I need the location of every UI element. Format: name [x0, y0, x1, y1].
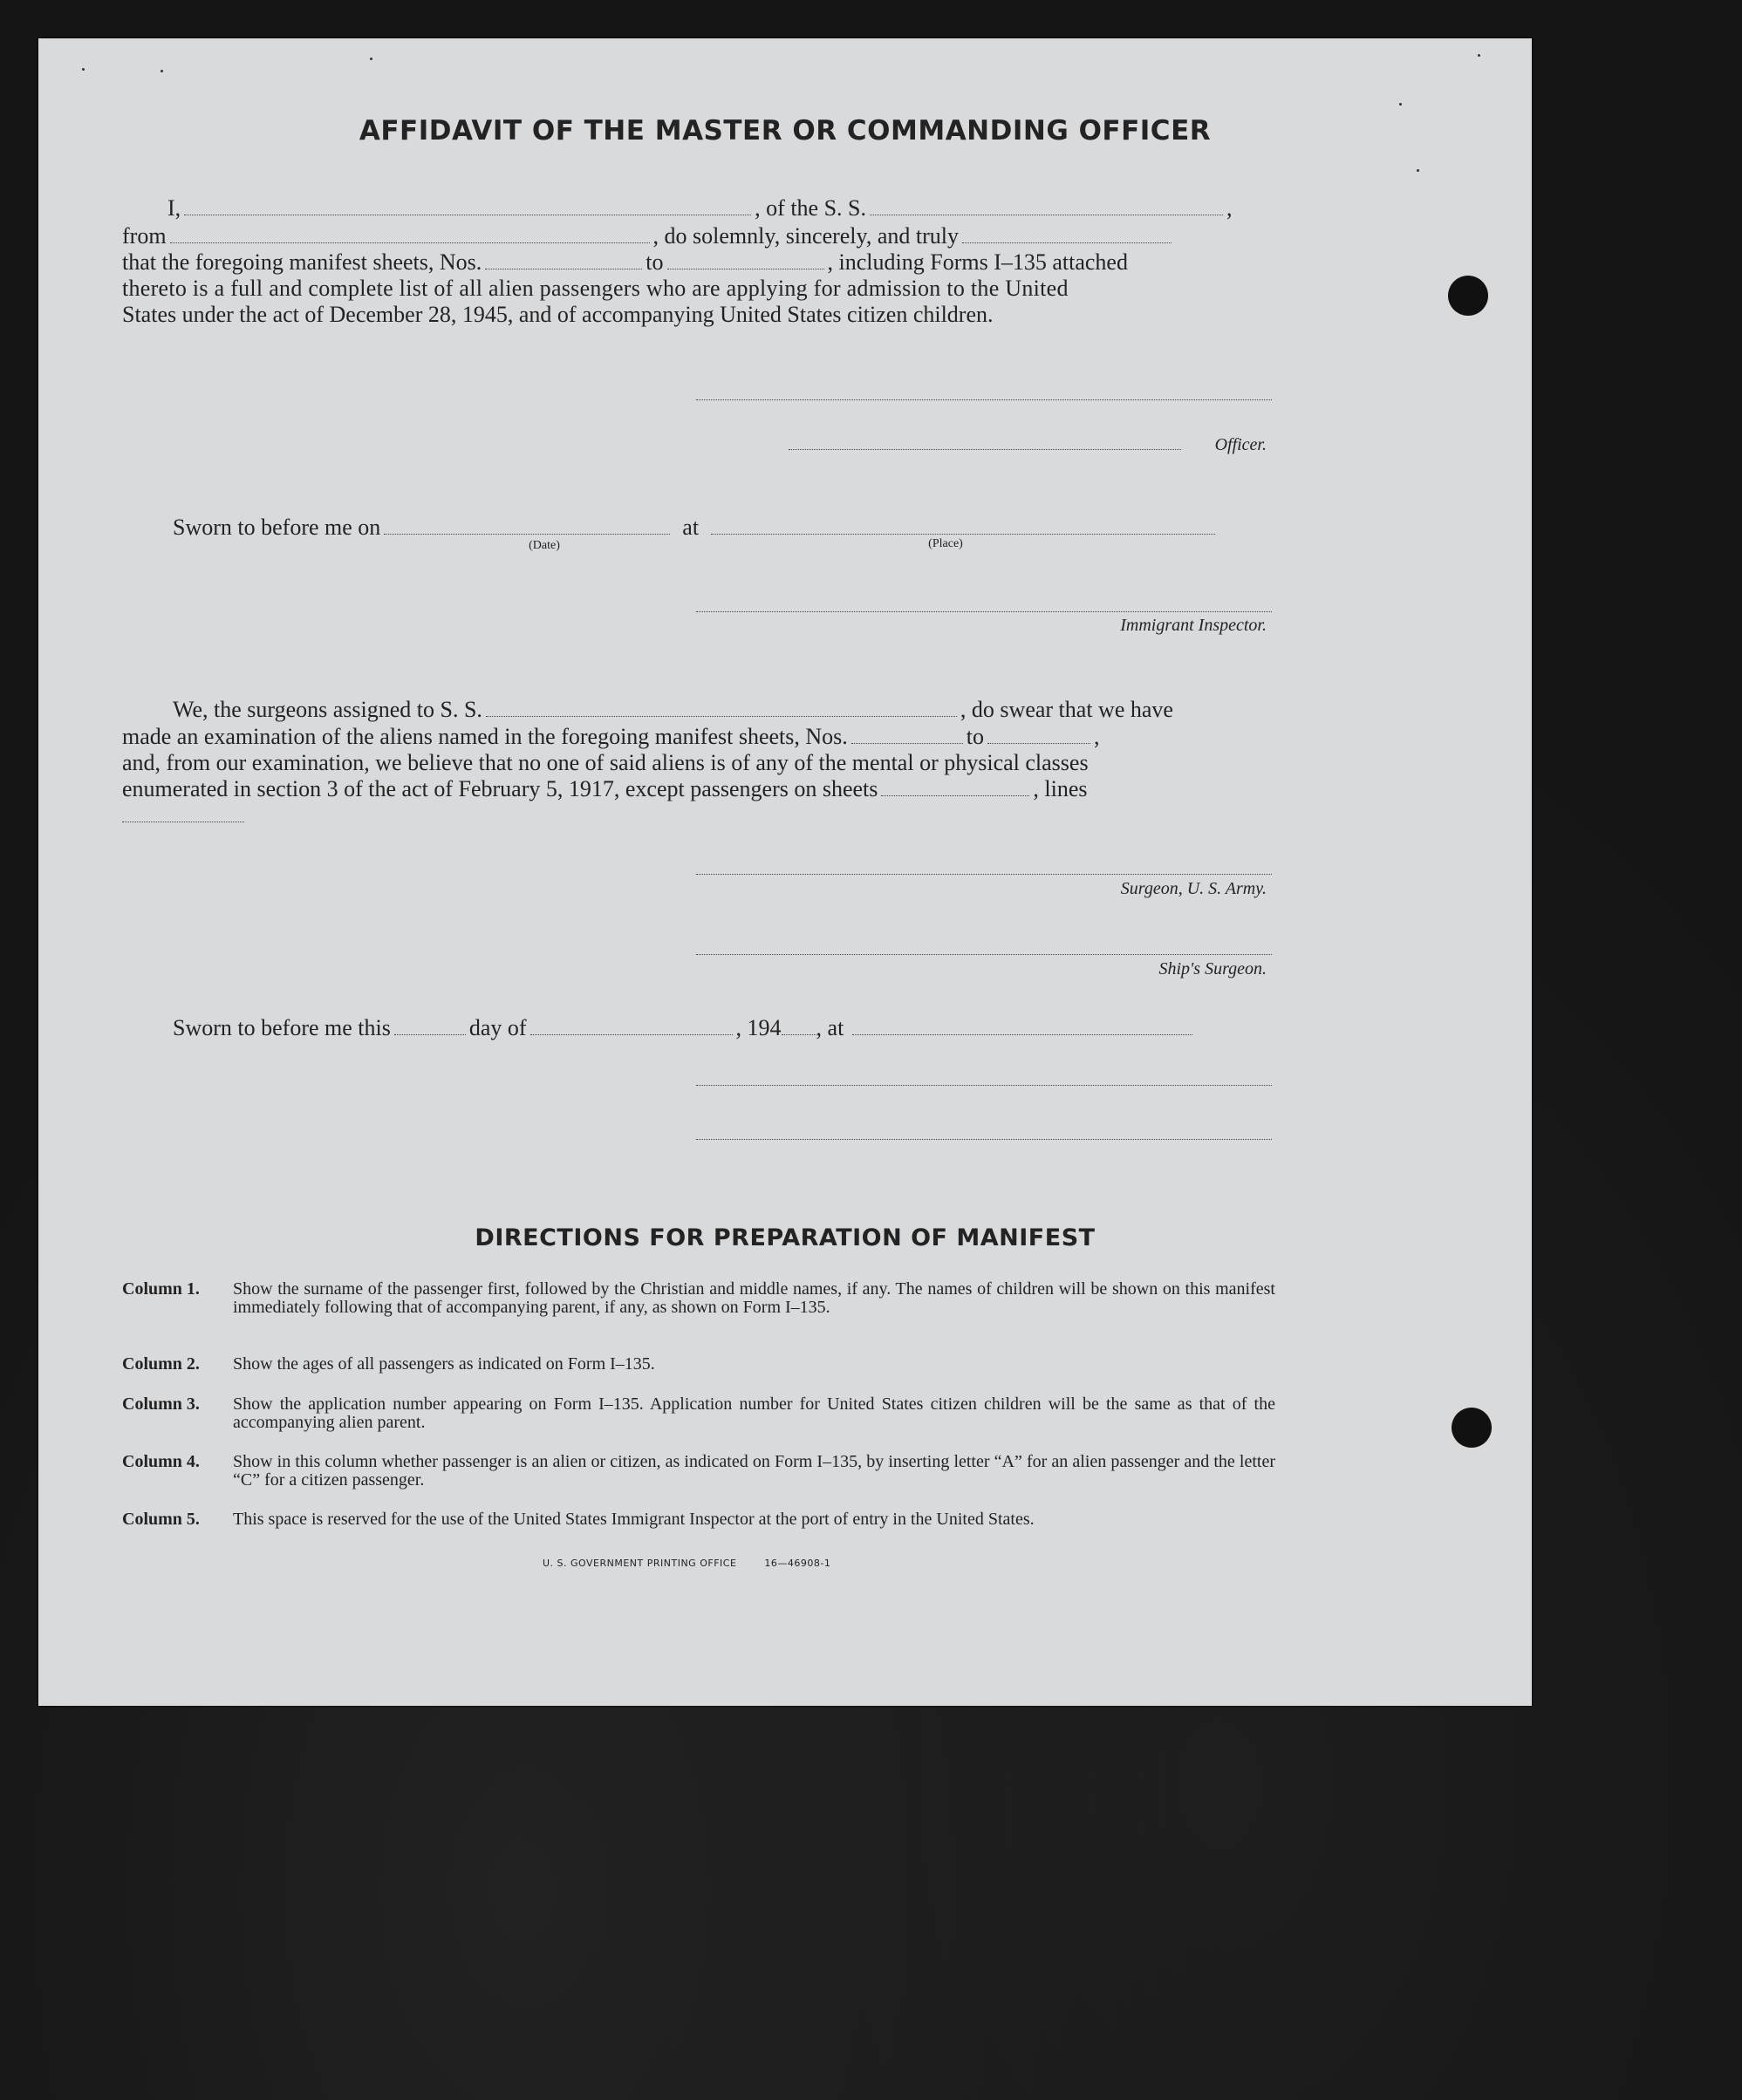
- direction-item: [122, 1280, 1275, 1341]
- document-page: [38, 38, 1532, 1706]
- punch-hole-top: [1448, 276, 1488, 316]
- direction-column-label: Column 1.: [122, 1279, 200, 1299]
- surgeon-army-label: Surgeon, U. S. Army.: [1120, 879, 1267, 898]
- dust-speck: [82, 68, 85, 71]
- ships-surgeon-label: Ship's Surgeon.: [1158, 959, 1267, 978]
- direction-text: Show the application number appearing on Form I–135. Application number for United States citizen children will be the same as that of the accompanying alien parent.: [233, 1394, 1275, 1432]
- direction-column-label: Column 3.: [122, 1394, 200, 1414]
- sworn-day-line: Sworn to before me this day of , 194 , at: [173, 1015, 1196, 1041]
- dust-speck: [161, 70, 163, 72]
- affidavit-title: AFFIDAVIT OF THE MASTER OR COMMANDING OFFICER: [359, 115, 1212, 147]
- direction-item: [122, 1510, 1275, 1552]
- printing-office-footer: [543, 1558, 830, 1569]
- dust-speck: [1478, 54, 1480, 57]
- direction-column-label: Column 4.: [122, 1452, 200, 1471]
- signature-line-army-surgeon: [696, 874, 1272, 875]
- signature-line-inspector: [696, 611, 1272, 612]
- affidavit-line-2: from , do solemnly, sincerely, and truly: [122, 223, 1175, 249]
- punch-hole-bottom: [1452, 1408, 1492, 1448]
- direction-text: Show in this column whether passenger is an alien or citizen, as indicated on Form I–135, by inserting letter “A” for an alien passenger and the letter “C” for a citizen passenger.: [233, 1452, 1275, 1490]
- surgeons-line-2: made an examination of the aliens named in the foregoing manifest sheets, Nos. to ,: [122, 724, 1100, 749]
- direction-column-label: Column 5.: [122, 1510, 200, 1529]
- affidavit-line-1: I, , of the S. S. ,: [167, 195, 1233, 221]
- affidavit-line-3: that the foregoing manifest sheets, Nos. to , including Forms I–135 attached: [122, 249, 1128, 275]
- surgeons-line-3: and, from our examination, we believe that no one of said aliens is of any of the mental or physical classes: [122, 750, 1089, 775]
- dust-speck: [1417, 169, 1419, 172]
- form-code: 16—46908-1: [764, 1558, 831, 1569]
- signature-line-master: [696, 399, 1272, 400]
- immigrant-inspector-label: Immigrant Inspector.: [1120, 616, 1267, 635]
- date-caption: (Date): [529, 539, 560, 552]
- direction-column-label: Column 2.: [122, 1354, 200, 1374]
- signature-line-sworn-1: [696, 1085, 1272, 1086]
- direction-text: Show the ages of all passengers as indicated on Form I–135.: [233, 1354, 655, 1374]
- direction-item: [122, 1395, 1275, 1437]
- sworn-date-place-line: Sworn to before me on at: [173, 515, 1219, 541]
- signature-line-sworn-2: [696, 1139, 1272, 1140]
- direction-item: [122, 1453, 1275, 1495]
- signature-line-ship-surgeon: [696, 954, 1272, 955]
- officer-label: Officer.: [1214, 435, 1267, 454]
- directions-title: DIRECTIONS FOR PREPARATION OF MANIFEST: [475, 1224, 1096, 1251]
- dust-speck: [370, 58, 372, 60]
- direction-text: This space is reserved for the use of the United States Immigrant Inspector at the port of entry in the United States.: [233, 1510, 1035, 1529]
- direction-text: Show the surname of the passenger first, followed by the Christian and middle names, if any. The names of children will be shown on this manifest immediately following that of accompanying parent, if any, as shown on Form I–135.: [233, 1279, 1275, 1317]
- place-caption: (Place): [928, 537, 963, 550]
- dust-speck: [1399, 103, 1402, 106]
- direction-item: [122, 1355, 1275, 1378]
- surgeons-line-4: enumerated in section 3 of the act of February 5, 1917, except passengers on sheets , lines: [122, 776, 1088, 801]
- affidavit-line-4: thereto is a full and complete list of all alien passengers who are applying for admission to the United: [122, 276, 1069, 301]
- surgeons-line-1: We, the surgeons assigned to S. S. , do swear that we have: [173, 697, 1173, 722]
- signature-line-officer: [789, 449, 1181, 450]
- printing-office-name: U. S. GOVERNMENT PRINTING OFFICE: [543, 1558, 737, 1569]
- affidavit-line-5: States under the act of December 28, 1945, and of accompanying United States citizen children.: [122, 302, 994, 327]
